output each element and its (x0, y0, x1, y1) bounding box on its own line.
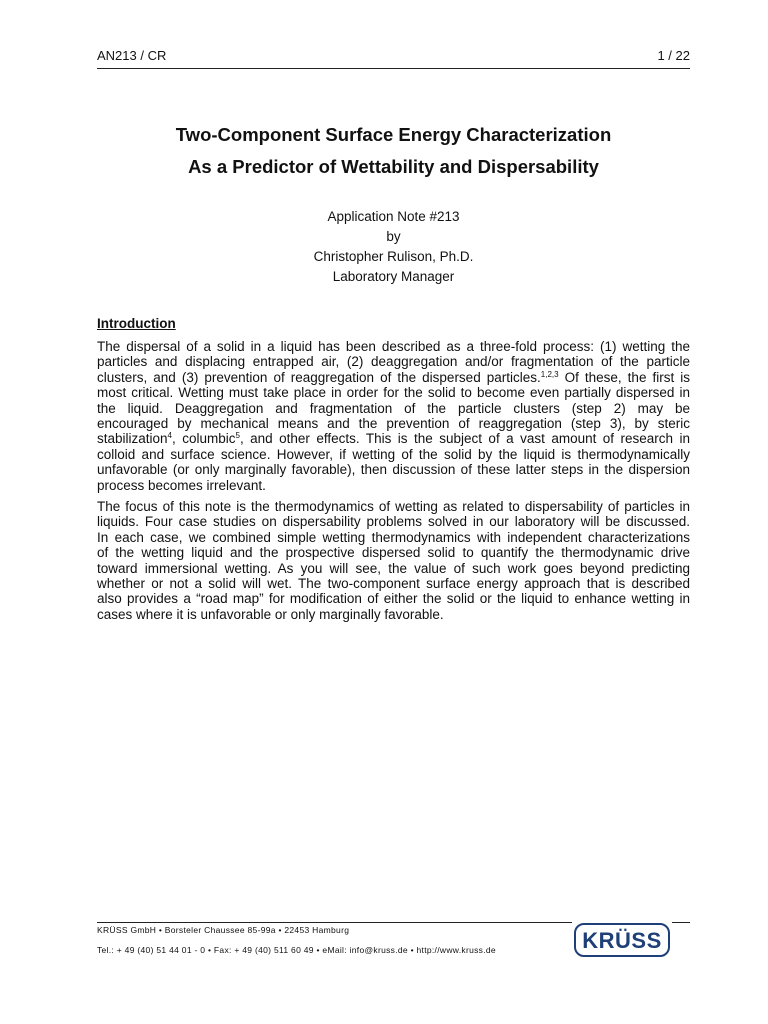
text-line: process becomes irrelevant. (97, 477, 266, 493)
application-note-label: Application Note #213 (327, 209, 460, 224)
citation-superscript: 1,2,3 (540, 369, 559, 379)
kruss-logo (574, 923, 670, 957)
author-name: Christopher Rulison, Ph.D. (313, 249, 474, 264)
text-line: also provides a “road map” for modification of either the solid or the liquid to enhance wetting in (97, 591, 690, 607)
page-number: 1 / 22 (657, 48, 690, 63)
text-line (97, 370, 690, 385)
text-line: most critical. Wetting must take place in order for the solid to become even partially dispersed in (97, 385, 690, 401)
footer-address: KRÜSS GmbH • Borsteler Chaussee 85-99a • 22453 Hamburg (97, 925, 350, 935)
title-line-2: As a Predictor of Wettability and Dispersability (188, 156, 599, 177)
text-line: The focus of this note is the thermodynamics of wetting as related to dispersability of particles in (97, 499, 690, 514)
text-line (97, 431, 690, 446)
text-line: In each case, we combined simple wetting thermodynamics with independent characterizations (97, 529, 690, 545)
citation-superscript: 4 (167, 431, 172, 441)
text-line: unfavorable (or only marginally favorable), then discussion of these latter steps in the dispersion (97, 462, 690, 478)
intro-paragraph-2 (97, 499, 690, 622)
text-fragment: , columbic (172, 431, 236, 447)
text-fragment: Of these, the first is (558, 369, 691, 385)
document-meta (97, 207, 690, 287)
text-line: of the wetting liquid and the prospective dispersed solid to quantify the thermodynamic drive (97, 545, 690, 561)
logo-text: KRÜSS (582, 928, 662, 953)
text-line: liquids. Four case studies on dispersability problems solved in our laboratory will be discussed. (97, 514, 690, 530)
text-fragment: , and other effects. This is the subject of a vast amount of research in (239, 431, 690, 447)
text-fragment: clusters, and (3) prevention of reaggregation of the dispersed particles. (97, 369, 541, 385)
text-line: the liquid. Deaggregation and fragmentation of the particle clusters (step 2) may be (97, 400, 690, 416)
footer-divider (97, 922, 572, 923)
text-line: whether or not a solid will wet. The two-component surface energy approach that is described (97, 575, 690, 591)
section-heading-introduction: Introduction (97, 316, 176, 331)
footer-contact: Tel.: + 49 (40) 51 44 01 - 0 • Fax: + 49 (40) 511 60 49 • eMail: info@kruss.de • http://www.kruss.de (97, 945, 496, 955)
text-line: encouraged by mechanical means and the prevention of reaggregation (step 3), by steric (97, 415, 690, 431)
text-line: toward immersional wetting. As you will see, the value of such work goes beyond predicting (97, 560, 690, 576)
text-line: The dispersal of a solid in a liquid has been described as a three-fold process: (1) wetting the (97, 339, 690, 354)
text-fragment: stabilization (97, 431, 168, 447)
text-line: cases where it is unfavorable or only marginally favorable. (97, 606, 444, 622)
page-header (97, 48, 690, 69)
text-line: particles and displacing entrapped air, (2) deaggregation and/or fragmentation of the particle (97, 354, 690, 370)
title-line-1: Two-Component Surface Energy Characterization (175, 124, 612, 145)
author-role: Laboratory Manager (332, 269, 455, 284)
by-label: by (386, 229, 401, 244)
text-line: colloid and surface science. However, if wetting of the solid by the liquid is thermodynamically (97, 446, 690, 462)
intro-paragraph-1 (97, 339, 690, 493)
footer-divider-right (672, 922, 690, 923)
document-id: AN213 / CR (97, 48, 167, 63)
citation-superscript: 5 (235, 431, 240, 441)
